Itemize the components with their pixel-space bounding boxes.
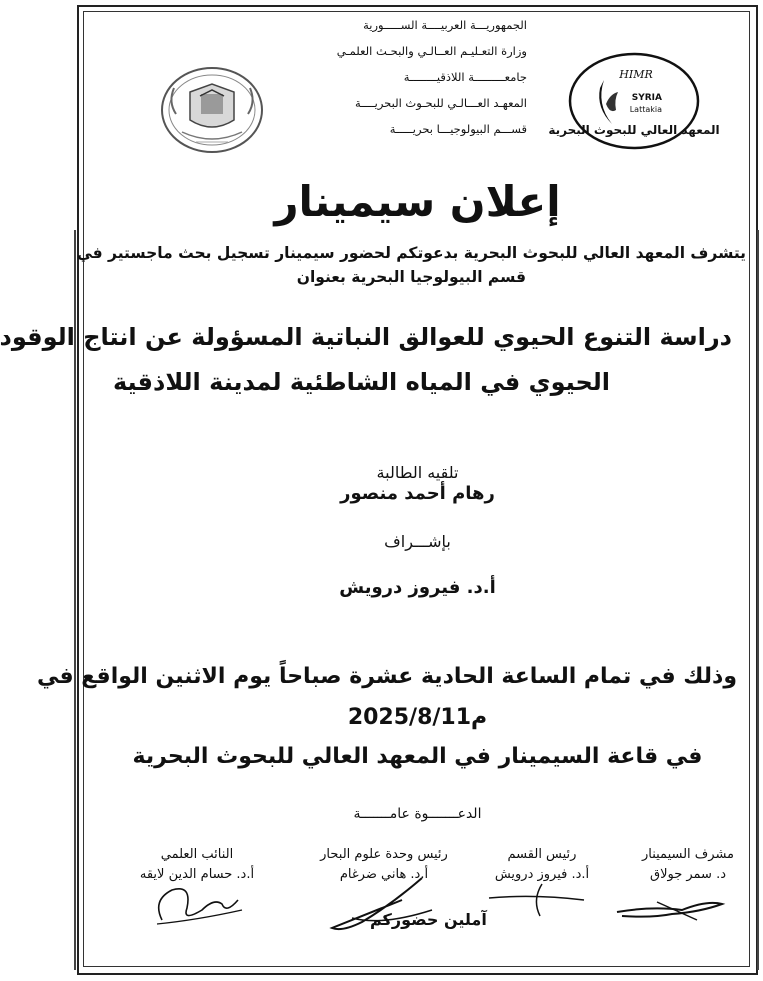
header-line-university: جامعـــــــــة اللاذقيــــــــة [403, 70, 527, 84]
seminar-topic-line-2: الحيوي في المياه الشاطئية لمدينة اللاذقية [112, 368, 610, 396]
supervision-label: بإشـــراف [384, 532, 451, 551]
intro-line-1: يتشرف المعهد العالي للبحوث البحرية بدعوتكم لحضور سيمينار تسجيل بحث ماجستير في [76, 244, 746, 262]
signatory-name: د. سمر جولاق [649, 867, 727, 882]
student-label: تلقيه الطالبة [376, 463, 459, 482]
signatory-scientific-deputy [112, 845, 282, 885]
signatory-role: رئيس القسم [507, 847, 577, 862]
logo-city-text: Lattakia [629, 105, 662, 114]
signatory-department-head [477, 845, 607, 885]
signatory-name: أ.د. حسام الدين لايقه [139, 867, 255, 882]
closing-note: آملين حضوركم [370, 910, 487, 929]
letterhead [307, 12, 527, 142]
logo-top-text: HIMR [619, 68, 653, 81]
header-line-institute: المعهـد العـــالـي للبحـوث البحريــــة [354, 96, 527, 110]
signature-scientific-deputy-icon [142, 880, 252, 930]
seminar-topic-line-1: دراسة التنوع الحيوي للعوالق النباتية المسؤولة عن انتاج الوقود [0, 323, 732, 351]
header-line-ministry: وزارة التعـليـم العــالـي والبحـث العلمـي [336, 44, 527, 58]
seminar-place: في قاعة السيمينار في المعهد العالي للبحوث البحرية [132, 744, 703, 769]
announcement-title: إعلان سيمينار [274, 177, 561, 226]
signatory-role: رئيس وحدة علوم البحار [320, 847, 448, 862]
seminar-date: 2025/8/11م [347, 705, 488, 730]
invitation-note: الدعـــــــوة عامـــــــة [353, 806, 482, 822]
logo-country-text: SYRIA [631, 93, 662, 103]
logo-arabic-text: المعهد العالي للبحوث البحرية [548, 123, 720, 137]
supervisor-name: أ.د. فيروز درويش [339, 577, 496, 598]
student-name: رهام أحمد منصور [340, 483, 495, 504]
signatory-role: مشرف السيمينار [641, 847, 735, 862]
institute-logo-icon [548, 50, 720, 152]
header-line-country: الجمهوريـــة العربيــــة الســـــورية [363, 18, 527, 32]
intro-line-2: قسم البيولوجيا البحرية بعنوان [296, 268, 526, 286]
signature-department-head-icon [484, 880, 594, 920]
signatory-role: النائب العلمي [160, 847, 234, 862]
right-scan-rule [757, 230, 759, 970]
header-line-department: قســـم البيولوجيـــا بحريـــــة [389, 122, 527, 136]
signatory-name: أ.د. هاني ضرغام [339, 867, 429, 882]
signature-seminar-supervisor-icon [612, 888, 742, 928]
university-emblem-icon [156, 62, 268, 158]
signatory-name: أ.د. فيروز درويش [494, 867, 590, 882]
signatory-seminar-supervisor [620, 845, 756, 885]
signature-marine-unit-head-icon [322, 870, 452, 940]
seminar-time: وذلك في تمام الساعة الحادية عشرة صباحاً يوم الاثنين الواقع في [36, 664, 737, 689]
